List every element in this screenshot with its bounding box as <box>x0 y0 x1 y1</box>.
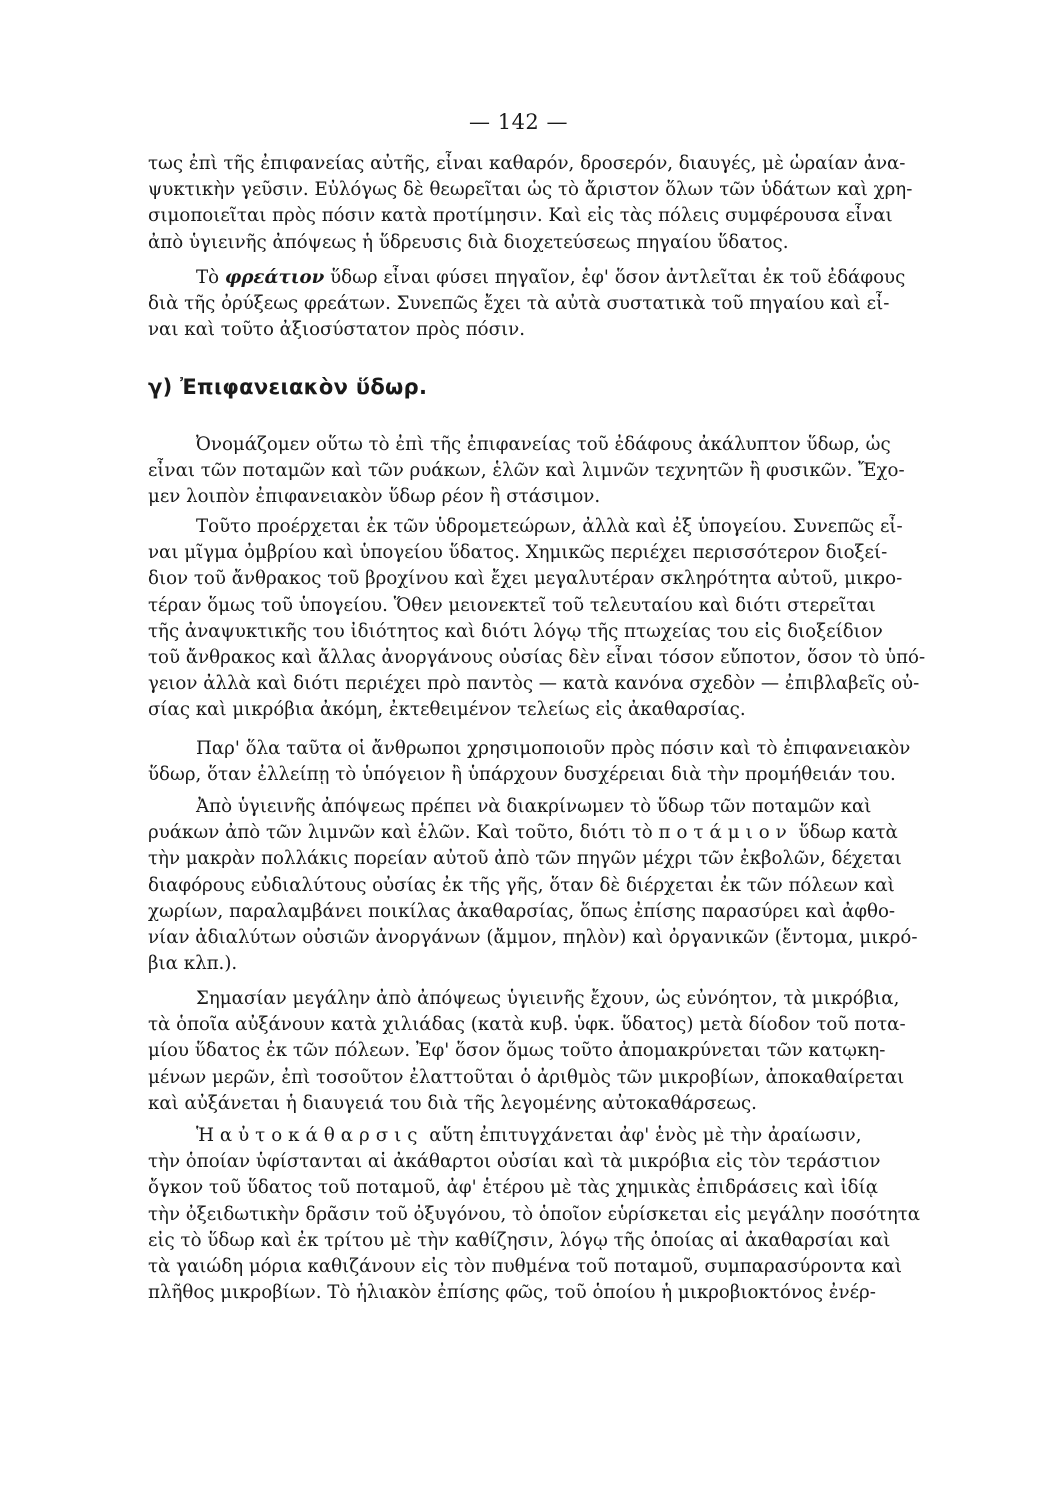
page-number: — 142 — <box>469 110 568 134</box>
paragraph-well-water <box>148 265 926 344</box>
text-line: τὴν μακρὰν πολλάκις πορείαν αὐτοῦ ἀπὸ τῶν πηγῶν μέχρι τῶν ἐκβολῶν, δέχεται <box>148 848 902 870</box>
text-line <box>148 265 926 291</box>
text-line: Ὀνομάζομεν οὕτω τὸ ἐπὶ τῆς ἐπιφανείας τοῦ ἐδάφους ἀκάλυπτον ὕδωρ, ὡς <box>196 434 891 455</box>
text-line: διαφόρους εὐδιαλύτους οὐσίας ἐκ τῆς γῆς, ὅταν δὲ διέρχεται ἐκ τῶν πόλεων καὶ <box>148 874 895 896</box>
text-line: Τοῦτο προέρχεται ἐκ τῶν ὑδρομετεώρων, ἀλλὰ καὶ ἐξ ὑπογείου. Συνεπῶς εἶ- <box>196 516 903 537</box>
paragraph-origin <box>148 514 926 724</box>
text-line: σιμοποιεῖται πρὸς πόσιν κατὰ προτίμησιν. Καὶ εἰς τὰς πόλεις συμφέρουσα εἶναι <box>148 205 893 227</box>
text-line <box>148 1123 926 1149</box>
text-line: τὴν ὁποίαν ὑφίστανται αἱ ἀκάθαρτοι οὐσίαι καὶ τὰ μικρόβια εἰς τὸν τεράστιον <box>148 1151 881 1173</box>
text-line <box>148 820 926 846</box>
text-line: νίαν ἀδιαλύτων οὐσιῶν ἀνοργάνων (ἄμμον, πηλὸν) καὶ ὀργανικῶν (ἔντομα, μικρό- <box>148 927 918 949</box>
paragraph-self-purification <box>148 1123 926 1306</box>
text-line: βια κλπ.). <box>148 953 238 975</box>
text-line: διὰ τῆς ὀρύξεως φρεάτων. Συνεπῶς ἔχει τὰ αὐτὰ συστατικὰ τοῦ πηγαίου καὶ εἶ- <box>148 293 890 315</box>
paragraph-usage <box>148 736 926 788</box>
text-line: τέραν ὅμως τοῦ ὑπογείου. Ὅθεν μειονεκτεῖ τοῦ τελευταίου καὶ διότι στερεῖται <box>148 594 876 616</box>
paragraph-continuation <box>148 151 926 256</box>
text-line: ὕδωρ, ὅταν ἐλλείπῃ τὸ ὑπόγειον ἢ ὑπάρχουν δυσχέρειαι διὰ τὴν προμήθειάν του. <box>148 764 896 786</box>
text-line: Ἀπὸ ὑγιεινῆς ἀπόψεως πρέπει νὰ διακρίνωμεν τὸ ὕδωρ τῶν ποταμῶν καὶ <box>196 796 872 817</box>
text-line: ναι καὶ τοῦτο ἀξιοσύστατον πρὸς πόσιν. <box>148 319 525 341</box>
text-fragment: Τὸ <box>196 267 225 288</box>
text-fragment: ρυάκων ἀπὸ τῶν λιμνῶν καὶ ἑλῶν. Καὶ τοῦτο, διότι τὸ <box>148 822 659 844</box>
text-line: Σημασίαν μεγάλην ἀπὸ ἀπόψεως ὑγιεινῆς ἔχουν, ὡς εὐνόητον, τὰ μικρόβια, <box>196 988 900 1009</box>
text-line: τως ἐπὶ τῆς ἐπιφανείας αὐτῆς, εἶναι καθαρόν, δροσερόν, διαυγές, μὲ ὡραίαν ἀνα- <box>148 153 906 174</box>
text-line: χωρίων, παραλαμβάνει ποικίλας ἀκαθαρσίας, ὅπως ἐπίσης παρασύρει καὶ ἀφθο- <box>148 900 896 922</box>
text-line: Παρ' ὅλα ταῦτα οἱ ἄνθρωποι χρησιμοποιοῦν πρὸς πόσιν καὶ τὸ ἐπιφανειακὸν <box>196 738 911 759</box>
text-fragment: Ἡ <box>196 1125 220 1146</box>
text-line: μεν λοιπὸν ἐπιφανειακὸν ὕδωρ ρέον ἢ στάσιμον. <box>148 486 601 508</box>
text-line: ναι μῖγμα ὀμβρίου καὶ ὑπογείου ὕδατος. Χημικῶς περιέχει περισσότερον διοξεί- <box>148 542 888 564</box>
text-line: εἶναι τῶν ποταμῶν καὶ τῶν ρυάκων, ἑλῶν καὶ λιμνῶν τεχνητῶν ἢ φυσικῶν. Ἔχο- <box>148 460 905 482</box>
text-line: ἀπὸ ὑγιεινῆς ἀπόψεως ἡ ὕδρευσις διὰ διοχετεύσεως πηγαίου ὕδατος. <box>148 231 789 253</box>
text-fragment: αὕτη ἐπιτυγχάνεται ἀφ' ἑνὸς μὲ τὴν ἀραίωσιν, <box>423 1125 862 1146</box>
text-line: τῆς ἀναψυκτικῆς του ἰδιότητος καὶ διότι λόγῳ τῆς πτωχείας του εἰς διοξείδιον <box>148 620 883 642</box>
text-line: ὄγκον τοῦ ὕδατος τοῦ ποταμοῦ, ἀφ' ἑτέρου μὲ τὰς χημικὰς ἐπιδράσεις καὶ ἰδίᾳ <box>148 1177 879 1199</box>
text-line: τοῦ ἄνθρακος καὶ ἄλλας ἀνοργάνους οὐσίας δὲν εἶναι τόσον εὔποτον, ὅσον τὸ ὑπό- <box>148 647 926 669</box>
section-heading: γ) Ἐπιφανειακὸν ὕδωρ. <box>148 375 428 399</box>
emphasized-term: φρεάτιον <box>224 267 325 288</box>
paragraph-river-water <box>148 794 926 977</box>
text-line: τὰ ὁποῖα αὐξάνουν κατὰ χιλιάδας (κατὰ κυβ. ὑφκ. ὕδατος) μετὰ δίοδον τοῦ ποτα- <box>148 1014 906 1036</box>
text-line: καὶ αὐξάνεται ἡ διαυγειά του διὰ τῆς λεγομένης αὐτοκαθάρσεως. <box>148 1092 757 1114</box>
paragraph-microbes <box>148 986 926 1117</box>
text-line: τὰ γαιώδη μόρια καθιζάνουν εἰς τὸν πυθμένα τοῦ ποταμοῦ, συμπαρασύροντα καὶ <box>148 1256 903 1278</box>
text-line: διον τοῦ ἄνθρακος τοῦ βροχίνου καὶ ἔχει μεγαλυτέραν σκληρότητα αὐτοῦ, μικρο- <box>148 568 903 590</box>
text-fragment: ὕδωρ εἶναι φύσει πηγαῖον, ἐφ' ὅσον ἀντλεῖται ἐκ τοῦ ἐδάφους <box>324 267 906 288</box>
spaced-term: αὐτοκάθαρσις <box>219 1125 424 1146</box>
text-line: εἰς τὸ ὕδωρ καὶ ἐκ τρίτου μὲ τὴν καθίζησιν, λόγῳ τῆς ὁποίας αἱ ἀκαθαρσίαι καὶ <box>148 1229 891 1251</box>
text-line: τὴν ὀξειδωτικὴν δρᾶσιν τοῦ ὀξυγόνου, τὸ ὁποῖον εὑρίσκεται εἰς μεγάλην ποσότητα <box>148 1203 921 1225</box>
text-fragment: ὕδωρ κατὰ <box>792 822 898 844</box>
paragraph-definition <box>148 432 926 511</box>
text-line: ψυκτικὴν γεῦσιν. Εὐλόγως δὲ θεωρεῖται ὡς τὸ ἄριστον ὅλων τῶν ὑδάτων καὶ χρη- <box>148 179 913 201</box>
text-line: γειον ἀλλὰ καὶ διότι περιέχει πρὸ παντὸς — κατὰ κανόνα σχεδὸν — ἐπιβλαβεῖς οὐ- <box>148 673 920 695</box>
text-line: σίας καὶ μικρόβια ἀκόμη, ἐκτεθειμένον τελείως εἰς ἀκαθαρσίας. <box>148 699 746 721</box>
spaced-term: ποτάμιον <box>658 822 793 844</box>
text-line: μένων μερῶν, ἐπὶ τοσοῦτον ἐλαττοῦται ὁ ἀριθμὸς τῶν μικροβίων, ἀποκαθαίρεται <box>148 1066 905 1088</box>
text-line: πλῆθος μικροβίων. Τὸ ἡλιακὸν ἐπίσης φῶς, τοῦ ὁποίου ἡ μικροβιοκτόνος ἐνέρ- <box>148 1282 876 1304</box>
text-line: μίου ὕδατος ἐκ τῶν πόλεων. Ἐφ' ὅσον ὅμως τοῦτο ἀπομακρύνεται τῶν κατῳκη- <box>148 1040 886 1062</box>
